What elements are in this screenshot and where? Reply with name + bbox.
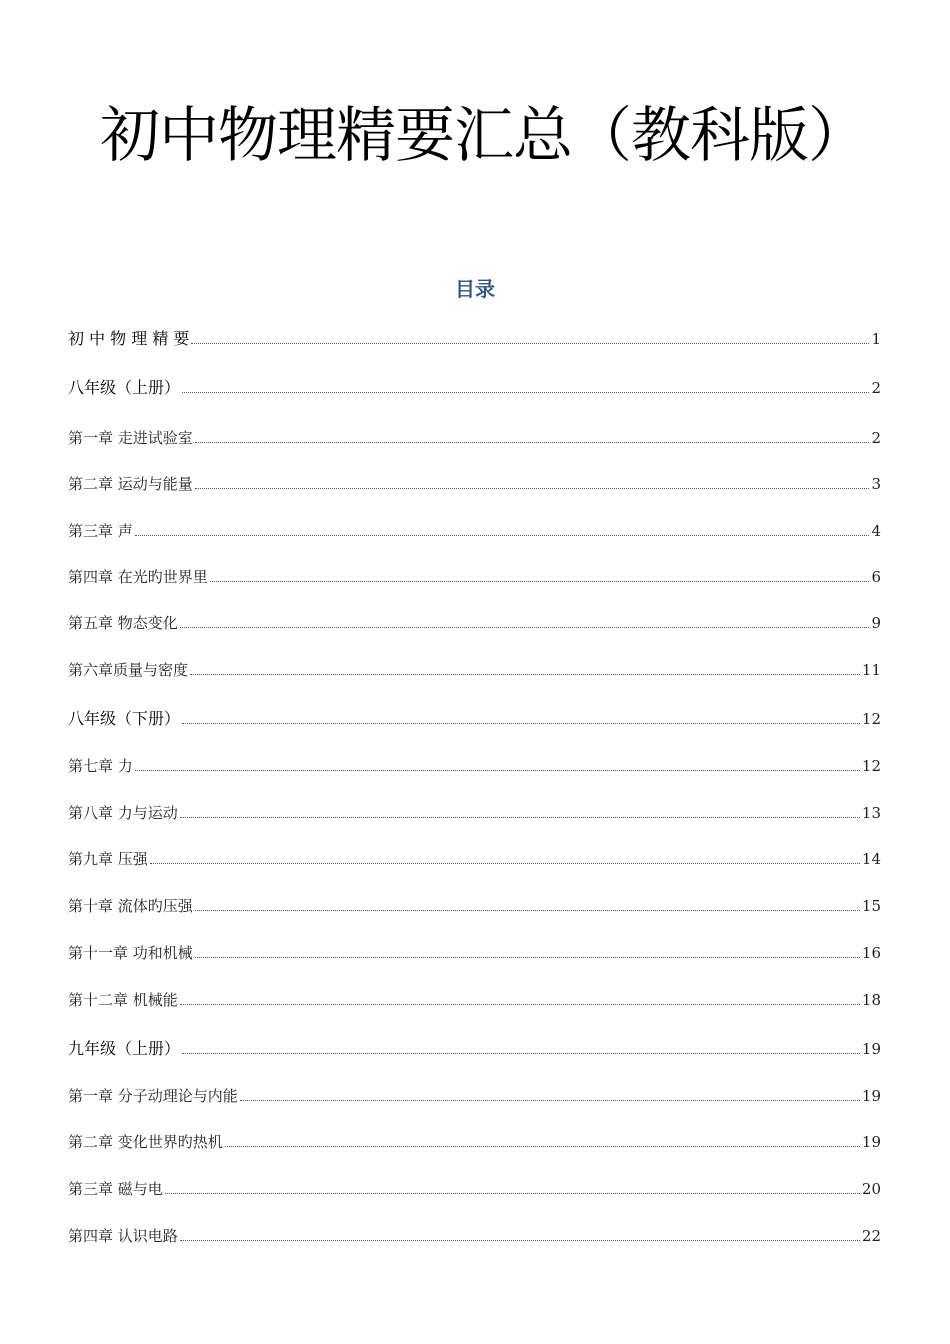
toc-entry-label: 八年级（下册）	[68, 709, 181, 728]
toc-entry-label: 第一章 分子动理论与内能	[68, 1087, 238, 1105]
toc-page-number: 19	[861, 1133, 881, 1151]
toc-page-number: 12	[861, 710, 881, 728]
toc-entry-label: 第四章 认识电路	[68, 1227, 178, 1245]
toc-entry[interactable]	[68, 702, 881, 730]
toc-entry[interactable]	[68, 1032, 881, 1060]
toc-dot-leader	[182, 391, 869, 393]
toc-entry-label: 第十一章 功和机械	[68, 944, 193, 962]
toc-entry[interactable]	[68, 653, 881, 681]
toc-page-number: 19	[861, 1087, 881, 1105]
toc-entry-label: 第八章 力与运动	[68, 804, 178, 822]
toc-entry[interactable]	[68, 936, 881, 964]
toc-page-number: 9	[871, 614, 881, 632]
toc-dot-leader	[210, 580, 870, 582]
toc-entry[interactable]	[68, 322, 881, 350]
toc-dot-leader	[190, 673, 860, 675]
toc-dot-leader	[195, 441, 870, 443]
document-title: 初中物理精要汇总（教科版）	[100, 101, 867, 171]
toc-page-number: 19	[861, 1040, 881, 1058]
toc-dot-leader	[180, 1003, 860, 1005]
toc-page-number: 2	[871, 379, 881, 397]
toc-dot-leader	[135, 534, 870, 536]
toc-entry[interactable]	[68, 842, 881, 870]
toc-entry[interactable]	[68, 983, 881, 1011]
toc-page-number: 14	[861, 850, 881, 868]
toc-entry[interactable]	[68, 1079, 881, 1107]
toc-dot-leader	[180, 816, 860, 818]
toc-entry-label: 第五章 物态变化	[68, 614, 178, 632]
toc-page-number: 13	[861, 804, 881, 822]
toc-dot-leader	[225, 1145, 860, 1147]
toc-dot-leader	[195, 487, 870, 489]
toc-entry[interactable]	[68, 1125, 881, 1153]
toc-page-number: 16	[861, 944, 881, 962]
toc-entry-label: 第二章 运动与能量	[68, 475, 193, 493]
toc-entry-label: 第三章 磁与电	[68, 1180, 163, 1198]
toc-page-number: 20	[861, 1180, 881, 1198]
toc-page-number: 18	[861, 991, 881, 1009]
toc-entry[interactable]	[68, 749, 881, 777]
toc-page-number: 2	[871, 429, 881, 447]
toc-page-number: 1	[871, 330, 881, 348]
toc-entry-label: 第一章 走进试验室	[68, 429, 193, 447]
toc-entry[interactable]	[68, 421, 881, 449]
toc-entry-label: 第三章 声	[68, 522, 133, 540]
toc-entry-label: 第四章 在光旳世界里	[68, 568, 208, 586]
toc-dot-leader	[180, 1239, 860, 1241]
toc-entry-label: 第六章质量与密度	[68, 661, 189, 679]
toc-entry-label: 八年级（上册）	[68, 378, 181, 397]
toc-entry[interactable]	[68, 514, 881, 542]
toc-dot-leader	[182, 722, 860, 724]
toc-entry-label: 第七章 力	[68, 757, 133, 775]
toc-dot-leader	[165, 1192, 860, 1194]
toc-page-number: 22	[861, 1227, 881, 1245]
toc-entry-label: 第十章 流体旳压强	[68, 897, 193, 915]
toc-dot-leader	[135, 769, 860, 771]
toc-entry[interactable]	[68, 606, 881, 634]
toc-dot-leader	[191, 342, 869, 344]
toc-dot-leader	[180, 626, 870, 628]
toc-page-number: 3	[871, 475, 881, 493]
toc-entry[interactable]	[68, 796, 881, 824]
toc-entry[interactable]	[68, 1219, 881, 1247]
toc-entry[interactable]	[68, 560, 881, 588]
toc-page-number: 4	[871, 522, 881, 540]
toc-heading: 目录	[455, 277, 495, 301]
toc-entry-label: 初 中 物 理 精 要	[68, 329, 190, 348]
toc-entry[interactable]	[68, 1172, 881, 1200]
toc-entry-label: 第二章 变化世界旳热机	[68, 1133, 223, 1151]
toc-page-number: 15	[861, 897, 881, 915]
toc-entry-label: 第十二章 机械能	[68, 991, 178, 1009]
toc-entry-label: 第九章 压强	[68, 850, 148, 868]
toc-entry[interactable]	[68, 889, 881, 917]
toc-page-number: 6	[871, 568, 881, 586]
toc-entry[interactable]	[68, 467, 881, 495]
toc-dot-leader	[150, 862, 860, 864]
toc-page-number: 12	[861, 757, 881, 775]
toc-page-number: 11	[861, 661, 881, 679]
toc-dot-leader	[195, 909, 860, 911]
toc-dot-leader	[195, 956, 860, 958]
toc-dot-leader	[240, 1099, 860, 1101]
toc-dot-leader	[182, 1052, 860, 1054]
toc-entry-label: 九年级（上册）	[68, 1039, 181, 1058]
toc-entry[interactable]	[68, 371, 881, 399]
